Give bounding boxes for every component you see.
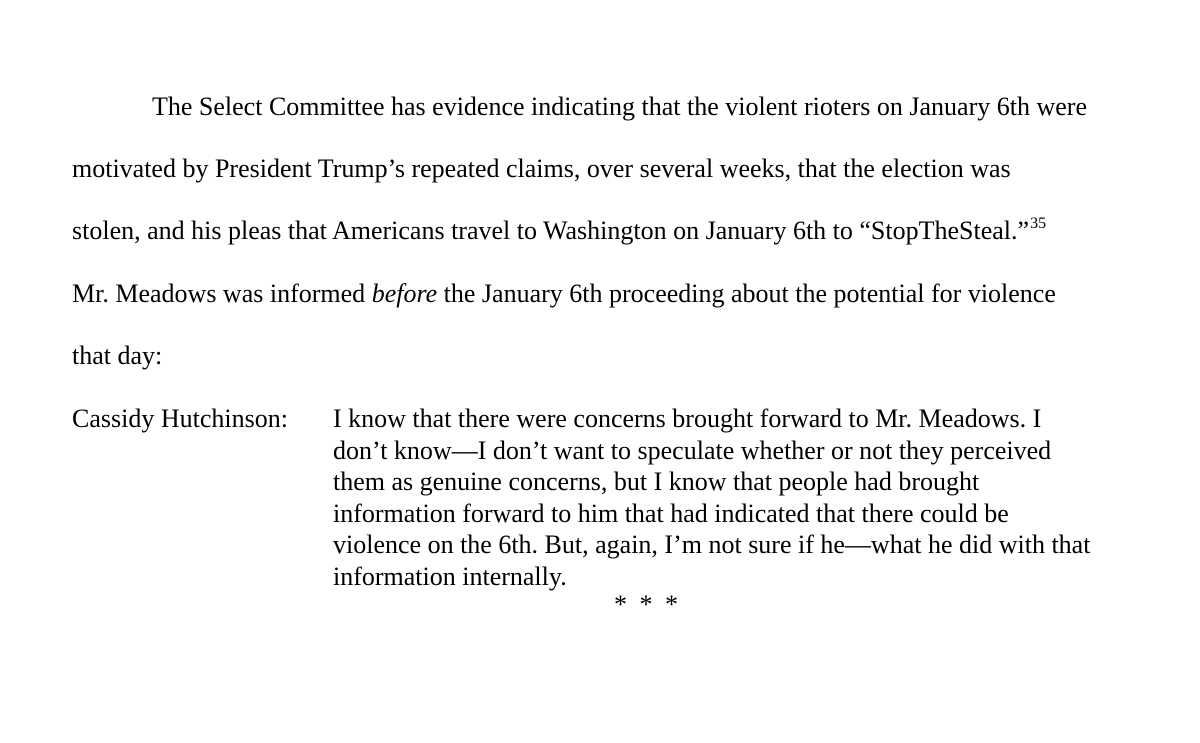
testimony-quote (333, 404, 1153, 593)
paragraph-line-4-post: the January 6th proceeding about the potential for violence (437, 279, 1056, 308)
emphasis-before: before (371, 279, 438, 308)
paragraph-line-4 (72, 279, 1056, 309)
quote-line: don’t know—I don’t want to speculate whether or not they perceived (333, 435, 1052, 465)
quote-line: I know that there were concerns brought forward to Mr. Meadows. I (333, 404, 1042, 433)
paragraph-line-3-text: stolen, and his pleas that Americans travel to Washington on January 6th to “StopTheSteal.” (72, 216, 1030, 245)
speaker-label: Cassidy Hutchinson: (72, 404, 288, 433)
paragraph-line-2: motivated by President Trump’s repeated claims, over several weeks, that the election was (72, 154, 1011, 183)
quote-line: them as genuine concerns, but I know that people had brought (333, 467, 980, 496)
paragraph-line-5: that day: (72, 341, 163, 370)
quote-line: information forward to him that had indicated that there could be (333, 498, 1009, 528)
paragraph-line-1: The Select Committee has evidence indicating that the violent rioters on January 6th were (152, 92, 1087, 121)
paragraph-line-4-pre: Mr. Meadows was informed (72, 279, 372, 308)
quote-line: violence on the 6th. But, again, I’m not sure if he—what he did with that (333, 530, 1091, 559)
paragraph-line-3 (72, 216, 1046, 250)
footnote-reference[interactable]: 35 (1030, 215, 1047, 232)
quote-line: information internally. (333, 561, 567, 591)
section-break-asterisks: * * * (614, 590, 681, 619)
